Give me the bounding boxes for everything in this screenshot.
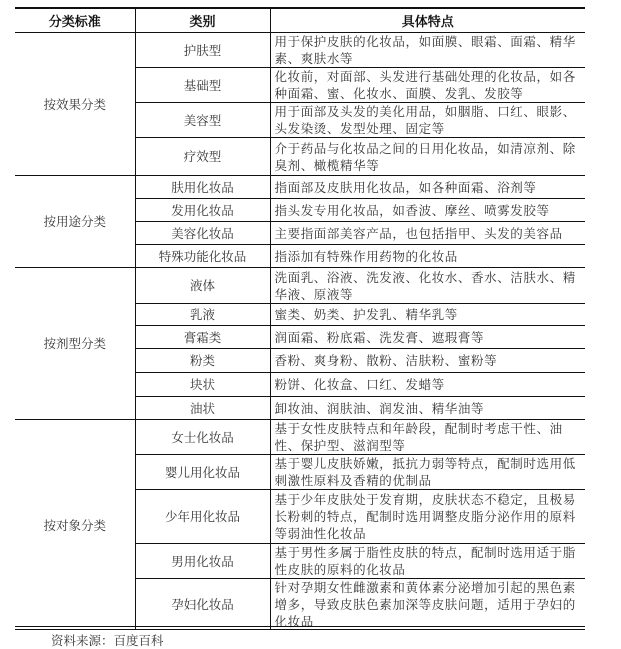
table-header-row <box>15 8 585 33</box>
header-category: 类别 <box>135 8 270 33</box>
category-cell: 膏霜类 <box>135 326 270 349</box>
feature-cell: 指面部及皮肤用化妆品，如各种面霜、浴剂等 <box>270 176 585 199</box>
source-note: 资料来源：百度百科 <box>51 633 164 648</box>
category-cell: 油状 <box>135 397 270 420</box>
category-cell: 肤用化妆品 <box>135 176 270 199</box>
table-row <box>15 420 585 455</box>
feature-cell: 用于面部及头发的美化用品，如胭脂、口红、眼影、头发染烫、发型处理、固定等 <box>270 103 585 138</box>
category-cell: 孕妇化妆品 <box>135 579 270 631</box>
category-cell: 美容化妆品 <box>135 222 270 245</box>
category-cell: 少年用化妆品 <box>135 490 270 544</box>
feature-cell: 润面霜、粉底霜、洗发膏、遮瑕膏等 <box>270 326 585 349</box>
feature-cell: 蜜类、奶类、护发乳、精华乳等 <box>270 304 585 326</box>
feature-cell: 针对孕期女性雌激素和黄体素分泌增加引起的黑色素增多，导致皮肤色素加深等皮肤问题，适用于孕妇的化妆品 <box>274 580 576 629</box>
category-cell: 女士化妆品 <box>135 420 270 455</box>
feature-cell: 化妆前，对面部、头发进行基础处理的化妆品，如各种面霜、蜜、化妆水、面膜、发乳、发胶等 <box>270 68 585 103</box>
category-cell: 疗效型 <box>135 138 270 176</box>
category-cell: 发用化妆品 <box>135 199 270 222</box>
feature-cell: 指头发专用化妆品，如香波、摩丝、喷雾发胶等 <box>270 199 585 222</box>
category-cell: 特殊功能化妆品 <box>135 245 270 268</box>
feature-cell: 指添加有特殊作用药物的化妆品 <box>270 245 585 268</box>
criterion-cell: 按用途分类 <box>15 176 135 268</box>
feature-cell: 洗面乳、浴液、洗发液、化妆水、香水、洁肤水、精华液、原液等 <box>270 268 585 304</box>
feature-cell: 卸妆油、润肤油、润发油、精华油等 <box>270 397 585 420</box>
cosmetics-classification-table <box>15 7 585 630</box>
category-cell: 乳液 <box>135 304 270 326</box>
table-row <box>15 176 585 199</box>
criterion-cell: 按剂型分类 <box>15 268 135 420</box>
feature-cell: 基于婴儿皮肤娇嫩，抵抗力弱等特点，配制时选用低刺激性原料及香精的优制品 <box>270 455 585 490</box>
category-cell: 男用化妆品 <box>135 544 270 579</box>
feature-cell: 基于女性皮肤特点和年龄段，配制时考虑干性、油性、保护型、滋润型等 <box>270 420 585 455</box>
group-2 <box>15 268 585 420</box>
group-3 <box>15 420 585 631</box>
category-cell: 美容型 <box>135 103 270 138</box>
feature-cell: 香粉、爽身粉、散粉、洁肤粉、蜜粉等 <box>270 349 585 373</box>
category-cell: 粉类 <box>135 349 270 373</box>
group-0 <box>15 33 585 176</box>
category-cell: 婴儿用化妆品 <box>135 455 270 490</box>
table-row <box>15 268 585 304</box>
feature-cell: 基于男性多属于脂性皮肤的特点，配制时选用适于脂性皮肤的原料的化妆品 <box>270 544 585 579</box>
category-cell: 液体 <box>135 268 270 304</box>
category-cell: 基础型 <box>135 68 270 103</box>
group-1 <box>15 176 585 268</box>
feature-cell: 基于少年皮肤处于发育期，皮肤状态不稳定，且极易长粉刺的特点，配制时选用调整皮脂分泌作用的原料等弱油性化妆品 <box>270 490 585 544</box>
table-bottom-double-rule <box>15 626 585 630</box>
category-cell: 块状 <box>135 373 270 397</box>
feature-cell: 主要指面部美容产品，也包括指甲、头发的美容品 <box>270 222 585 245</box>
criterion-cell: 按效果分类 <box>15 33 135 176</box>
feature-cell: 介于药品与化妆品之间的日用化妆品，如清凉剂、除臭剂、橄榄精华等 <box>270 138 585 176</box>
header-feature: 具体特点 <box>270 8 585 33</box>
header-criterion: 分类标准 <box>15 8 135 33</box>
feature-cell: 粉饼、化妆盒、口红、发蜡等 <box>270 373 585 397</box>
criterion-cell: 按对象分类 <box>43 517 106 533</box>
category-cell: 护肤型 <box>135 33 270 68</box>
feature-cell: 用于保护皮肤的化妆品，如面膜、眼霜、面霜、精华素、爽肤水等 <box>270 33 585 68</box>
table-row <box>15 33 585 68</box>
